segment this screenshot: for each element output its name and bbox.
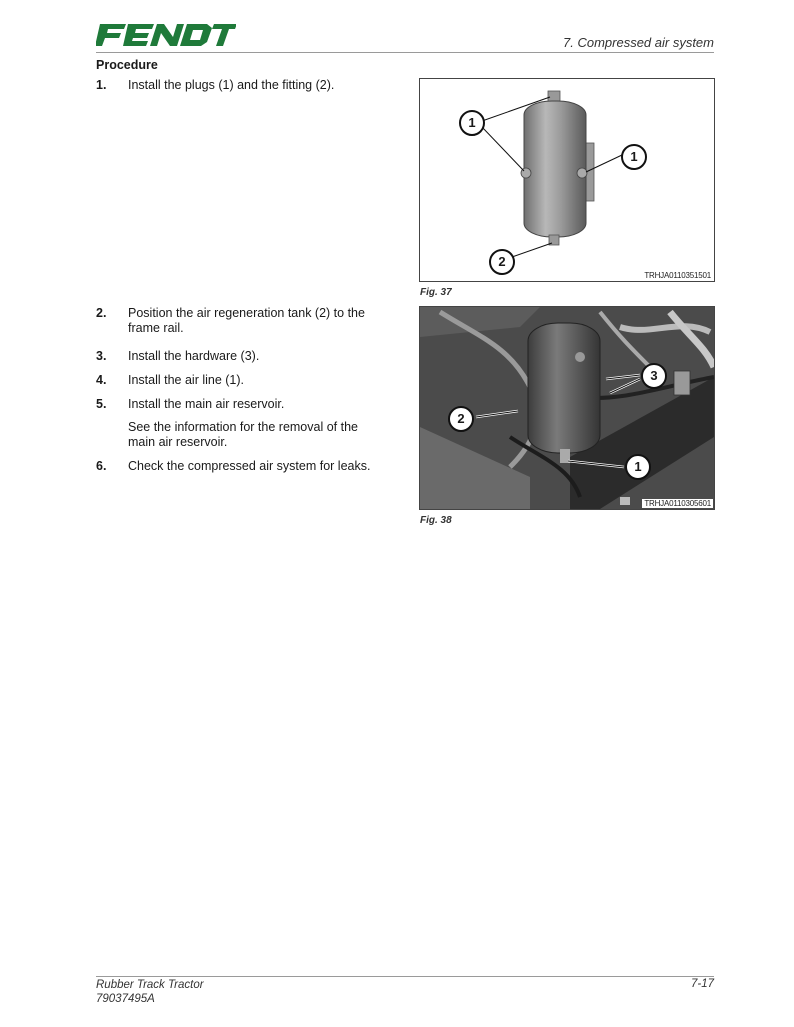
step-text: Install the plugs (1) and the fitting (2). xyxy=(128,78,335,92)
step-5-note: See the information for the removal of the main air reservoir. xyxy=(128,420,358,449)
chapter-title: 7. Compressed air system xyxy=(563,35,714,50)
fendt-logo xyxy=(96,22,236,48)
figure-38 xyxy=(419,306,715,510)
callout-2-regeneration-tank: 2 xyxy=(448,406,474,432)
air-reservoir-illustration xyxy=(420,79,714,281)
callout-1-air-line: 1 xyxy=(625,454,651,480)
step-text: Position the air regeneration tank (2) to the frame rail. xyxy=(128,306,365,335)
step-text: Install the hardware (3). xyxy=(128,349,260,363)
step-text: Check the compressed air system for leaks. xyxy=(128,459,371,473)
footer-left xyxy=(96,978,204,1006)
footer-part-number: 79037495A xyxy=(96,993,155,1005)
callout-3-hardware: 3 xyxy=(641,363,667,389)
step-1 xyxy=(96,78,386,93)
step-4 xyxy=(96,373,386,388)
callout-1-plug-side: 1 xyxy=(621,144,647,170)
page-number: 7-17 xyxy=(690,978,714,990)
figure-37 xyxy=(419,78,715,282)
footer-title: Rubber Track Tractor xyxy=(96,979,204,991)
step-number: 3. xyxy=(96,349,107,363)
step-number: 6. xyxy=(96,459,107,473)
figure-37-caption: Fig. 37 xyxy=(420,287,452,298)
step-6 xyxy=(96,459,386,474)
step-number: 4. xyxy=(96,373,107,387)
figure-38-caption: Fig. 38 xyxy=(420,515,452,526)
step-text: Install the main air reservoir. xyxy=(128,397,285,411)
footer-rule xyxy=(96,976,714,977)
step-number: 1. xyxy=(96,78,107,92)
header-rule xyxy=(96,52,714,53)
procedure-heading: Procedure xyxy=(96,58,158,72)
step-number: 2. xyxy=(96,306,107,320)
step-5 xyxy=(96,397,386,412)
step-number: 5. xyxy=(96,397,107,411)
step-text: Install the air line (1). xyxy=(128,373,245,387)
step-2 xyxy=(96,306,386,336)
step-3 xyxy=(96,349,386,364)
callout-1-plug-top: 1 xyxy=(459,110,485,136)
callout-2-fitting: 2 xyxy=(489,249,515,275)
figure-38-code: TRHJA0110305601 xyxy=(644,499,711,508)
figure-37-code: TRHJA0110351501 xyxy=(644,271,711,280)
